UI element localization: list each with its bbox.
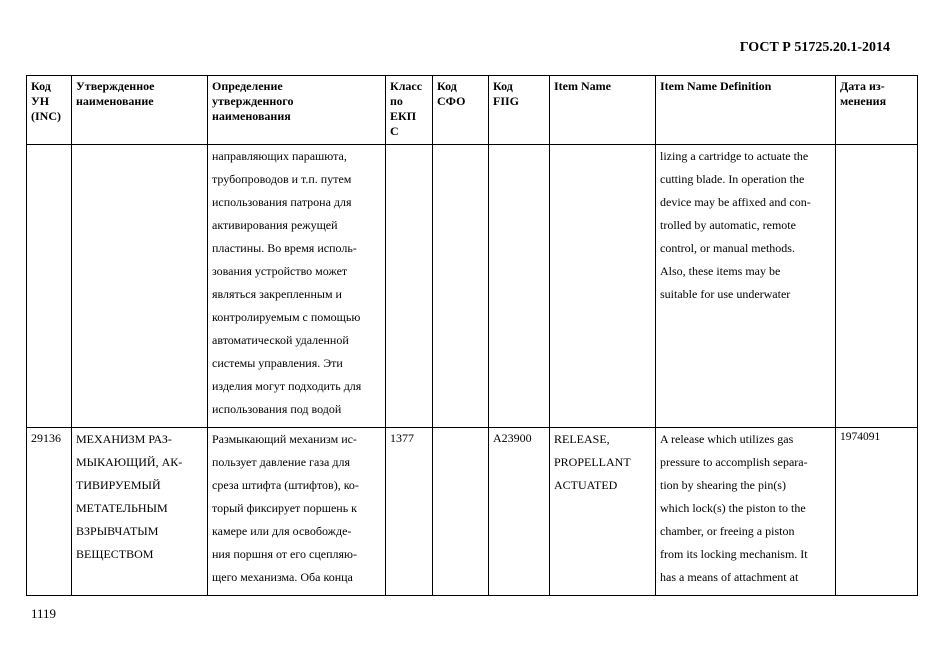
change-date-cell bbox=[836, 145, 918, 428]
sfo-cell bbox=[433, 428, 489, 596]
change-date-cell: 1974091 bbox=[836, 428, 918, 596]
text-line: МЕХАНИЗМ РАЗ- bbox=[76, 432, 172, 446]
table-row bbox=[27, 145, 918, 428]
inc-cell bbox=[27, 145, 72, 428]
text-line: tion by shearing the pin(s) bbox=[660, 478, 786, 492]
inc-cell: 29136 bbox=[27, 428, 72, 596]
col-approved-name: Утвержденное наименование bbox=[72, 76, 208, 145]
definition-cell bbox=[208, 428, 386, 596]
text-line: ВЕЩЕСТВОМ bbox=[76, 547, 154, 561]
text-line: МЕТАТЕЛЬНЫМ bbox=[76, 501, 168, 515]
header-row bbox=[27, 76, 918, 145]
text-line: A release which utilizes gas bbox=[660, 432, 794, 446]
text-line: lizing a cartridge to actuate the bbox=[660, 149, 809, 163]
text-line: торый фиксирует поршень к bbox=[212, 501, 358, 515]
text-line: трубопроводов и т.п. путем bbox=[212, 172, 352, 186]
text-line: Размыкающий механизм ис- bbox=[212, 432, 357, 446]
text-line: PROPELLANT bbox=[554, 455, 631, 469]
text-line: ТИВИРУЕМЫЙ bbox=[76, 478, 161, 492]
table-row bbox=[27, 428, 918, 596]
col-item-name: Item Name bbox=[550, 76, 656, 145]
text-line: камере или для освобожде- bbox=[212, 524, 352, 538]
page-number: 1119 bbox=[31, 606, 57, 621]
item-name-definition-cell bbox=[656, 145, 836, 428]
col-sfo: Код СФО bbox=[433, 76, 489, 145]
text-line: щего механизма. Оба конца bbox=[212, 570, 353, 584]
text-line: control, or manual methods. bbox=[660, 241, 795, 255]
text-line: chamber, or freeing a piston bbox=[660, 524, 795, 538]
class-cell: 1377 bbox=[386, 428, 433, 596]
item-name-cell bbox=[550, 145, 656, 428]
text-line: пластины. Во время исполь- bbox=[212, 241, 357, 255]
col-class: Класс по ЕКП С bbox=[386, 76, 433, 145]
text-line: Also, these items may be bbox=[660, 264, 781, 278]
text-line: зования устройство может bbox=[212, 264, 348, 278]
col-fiig: Код FIIG bbox=[489, 76, 550, 145]
text-line: МЫКАЮЩИЙ, АК- bbox=[76, 455, 183, 469]
definition-cell bbox=[208, 145, 386, 428]
text-line: пользует давление газа для bbox=[212, 455, 350, 469]
text-line: cutting blade. In operation the bbox=[660, 172, 805, 186]
text-line: RELEASE, bbox=[554, 432, 610, 446]
col-inc: Код УН (INC) bbox=[27, 76, 72, 145]
text-line: ВЗРЫВЧАТЫМ bbox=[76, 524, 159, 538]
fiig-cell: A23900 bbox=[489, 428, 550, 596]
text-line: изделия могут подходить для bbox=[212, 379, 362, 393]
text-line: системы управления. Эти bbox=[212, 356, 343, 370]
col-definition: Определение утвержденного наименования bbox=[208, 76, 386, 145]
text-line: trolled by automatic, remote bbox=[660, 218, 796, 232]
standard-number: ГОСТ Р 51725.20.1-2014 bbox=[739, 40, 890, 55]
text-line: device may be affixed and con- bbox=[660, 195, 811, 209]
text-line: среза штифта (штифтов), ко- bbox=[212, 478, 359, 492]
text-line: использования под водой bbox=[212, 402, 342, 416]
fiig-cell bbox=[489, 145, 550, 428]
text-line: автоматической удаленной bbox=[212, 333, 349, 347]
text-line: активирования режущей bbox=[212, 218, 338, 232]
col-item-name-definition: Item Name Definition bbox=[656, 76, 836, 145]
text-line: ACTUATED bbox=[554, 478, 618, 492]
text-line: pressure to accomplish separa- bbox=[660, 455, 808, 469]
text-line: направляющих парашюта, bbox=[212, 149, 347, 163]
text-line: являться закрепленным и bbox=[212, 287, 342, 301]
text-line: has a means of attachment at bbox=[660, 570, 799, 584]
text-line: ния поршня от его сцепляю- bbox=[212, 547, 357, 561]
approved-name-cell bbox=[72, 428, 208, 596]
text-line: suitable for use underwater bbox=[660, 287, 791, 301]
text-line: контролируемым с помощью bbox=[212, 310, 361, 324]
class-cell bbox=[386, 145, 433, 428]
approved-name-cell bbox=[72, 145, 208, 428]
sfo-cell bbox=[433, 145, 489, 428]
item-name-definition-cell bbox=[656, 428, 836, 596]
col-change-date: Дата из- менения bbox=[836, 76, 918, 145]
text-line: использования патрона для bbox=[212, 195, 352, 209]
inc-table bbox=[26, 75, 918, 596]
text-line: which lock(s) the piston to the bbox=[660, 501, 806, 515]
text-line: from its locking mechanism. It bbox=[660, 547, 808, 561]
item-name-cell bbox=[550, 428, 656, 596]
